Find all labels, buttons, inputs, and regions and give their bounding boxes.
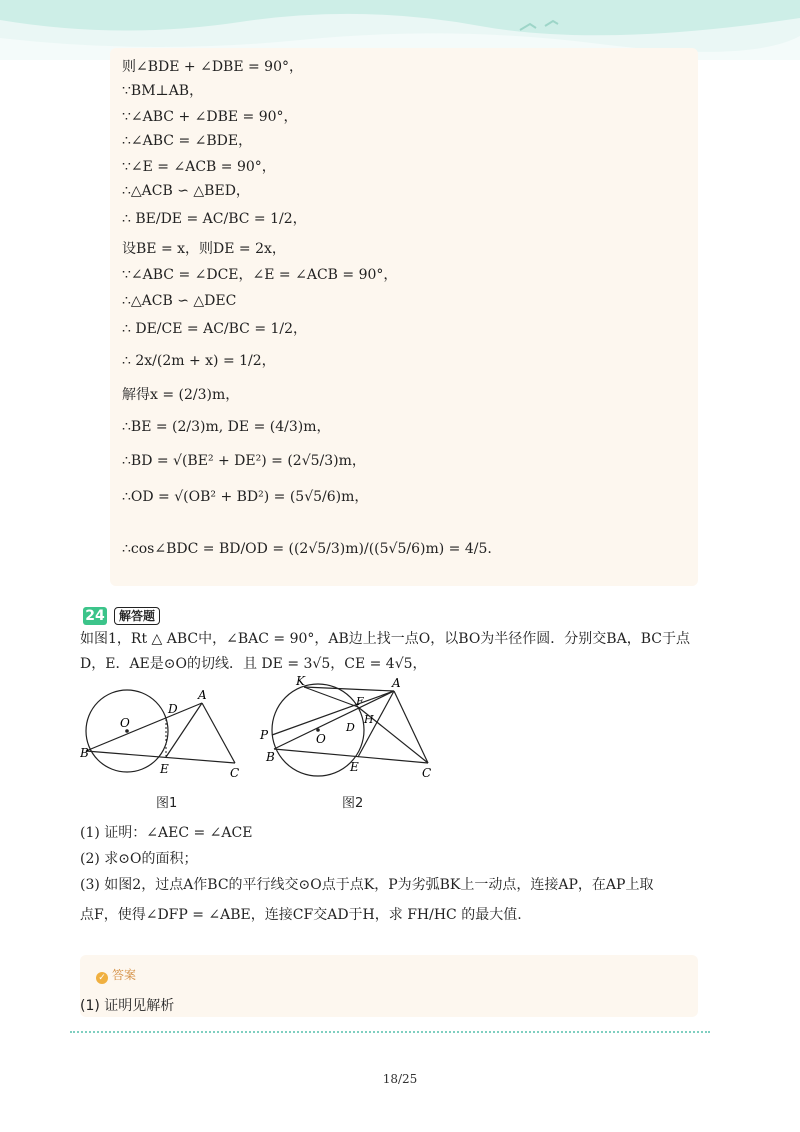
solution-line-12: ∴ 2x/(2m + x) = 1/2， (122, 353, 276, 369)
question-number: 24 (83, 607, 107, 625)
solution-line-9: ∵∠ABC = ∠DCE，∠E = ∠ACB = 90°， (122, 267, 398, 283)
figure-2 (258, 675, 438, 783)
solution-line-11: ∴ DE/CE = AC/BC = 1/2， (122, 321, 308, 337)
solution-line-10: ∴△ACB ∽ △DEC (122, 293, 237, 309)
solution-line-13: 解得x = (2/3)m， (122, 387, 240, 403)
fig1-label-C: C (230, 766, 240, 780)
check-icon: ✓ (96, 972, 108, 984)
fig2-label-K: K (296, 675, 305, 688)
question-stem-line-2: D，E．AE是⊙O的切线．且 DE = 3√5，CE = 4√5， (80, 656, 427, 672)
answer-label-text: 答案 (112, 968, 137, 982)
solution-line-3: ∵∠ABC + ∠DBE = 90°， (122, 109, 298, 125)
question-type-badge: 解答题 (114, 607, 160, 625)
fig2-label-D: D (346, 721, 355, 734)
answer-label (96, 966, 136, 984)
solution-line-7: ∴ BE/DE = AC/BC = 1/2， (122, 211, 307, 227)
solution-line-5: ∵∠E = ∠ACB = 90°， (122, 159, 276, 175)
solution-line-14: ∴BE = (2/3)m, DE = (4/3)m， (122, 419, 331, 435)
fig2-label-E: E (350, 760, 359, 774)
fig2-label-F: F (356, 695, 364, 708)
solution-line-1: 则∠BDE + ∠DBE = 90°， (122, 59, 304, 75)
solution-line-15: ∴BD = √(BE² + DE²) = (2√5/3)m， (122, 453, 366, 469)
fig1-label-E: E (160, 762, 169, 776)
fig2-label-B: B (266, 750, 275, 764)
fig1-label-B: B (80, 746, 89, 760)
fig1-label-O: O (120, 716, 130, 730)
fig2-label-O: O (316, 732, 326, 746)
fig2-label-P: P (260, 728, 269, 742)
fig2-label-C: C (422, 766, 432, 780)
question-part-1: (1) 证明：∠AEC = ∠ACE (80, 825, 253, 841)
solution-line-8: 设BE = x，则DE = 2x， (122, 241, 286, 257)
question-part-2: (2) 求⊙O的面积； (80, 851, 198, 867)
page-number: 18/25 (382, 1072, 418, 1086)
solution-line-6: ∴△ACB ∽ △BED， (122, 183, 250, 199)
figure-2-caption: 图2 (342, 796, 364, 811)
fig2-label-A: A (392, 676, 401, 690)
divider-dotted (70, 1031, 710, 1033)
figure-1 (80, 685, 260, 785)
figure-1-caption: 图1 (156, 796, 178, 811)
fig1-label-A: A (198, 688, 207, 702)
solution-line-2: ∵BM⊥AB， (122, 83, 204, 99)
solution-line-4: ∴∠ABC = ∠BDE， (122, 133, 253, 149)
solution-line-17: ∴cos∠BDC = BD/OD = ((2√5/3)m)/((5√5/6)m) = 4/5. (122, 541, 492, 557)
fig2-label-H: H (364, 713, 374, 726)
question-stem-line-1: 如图1，Rt △ ABC中，∠BAC = 90°，AB边上找一点O，以BO为半径作圆．分别交BA，BC于点 (80, 631, 690, 647)
fig1-label-D: D (168, 702, 178, 716)
solution-line-16: ∴OD = √(OB² + BD²) = (5√5/6)m， (122, 489, 369, 505)
answer-text: (1) 证明见解析 (80, 998, 175, 1014)
question-part-3-line-1: (3) 如图2，过点A作BC的平行线交⊙O点于点K，P为劣弧BK上一动点，连接AP，在AP上取 (80, 877, 654, 893)
question-part-3-line-2: 点F，使得∠DFP = ∠ABE，连接CF交AD于H，求 FH/HC 的最大值. (80, 907, 522, 923)
